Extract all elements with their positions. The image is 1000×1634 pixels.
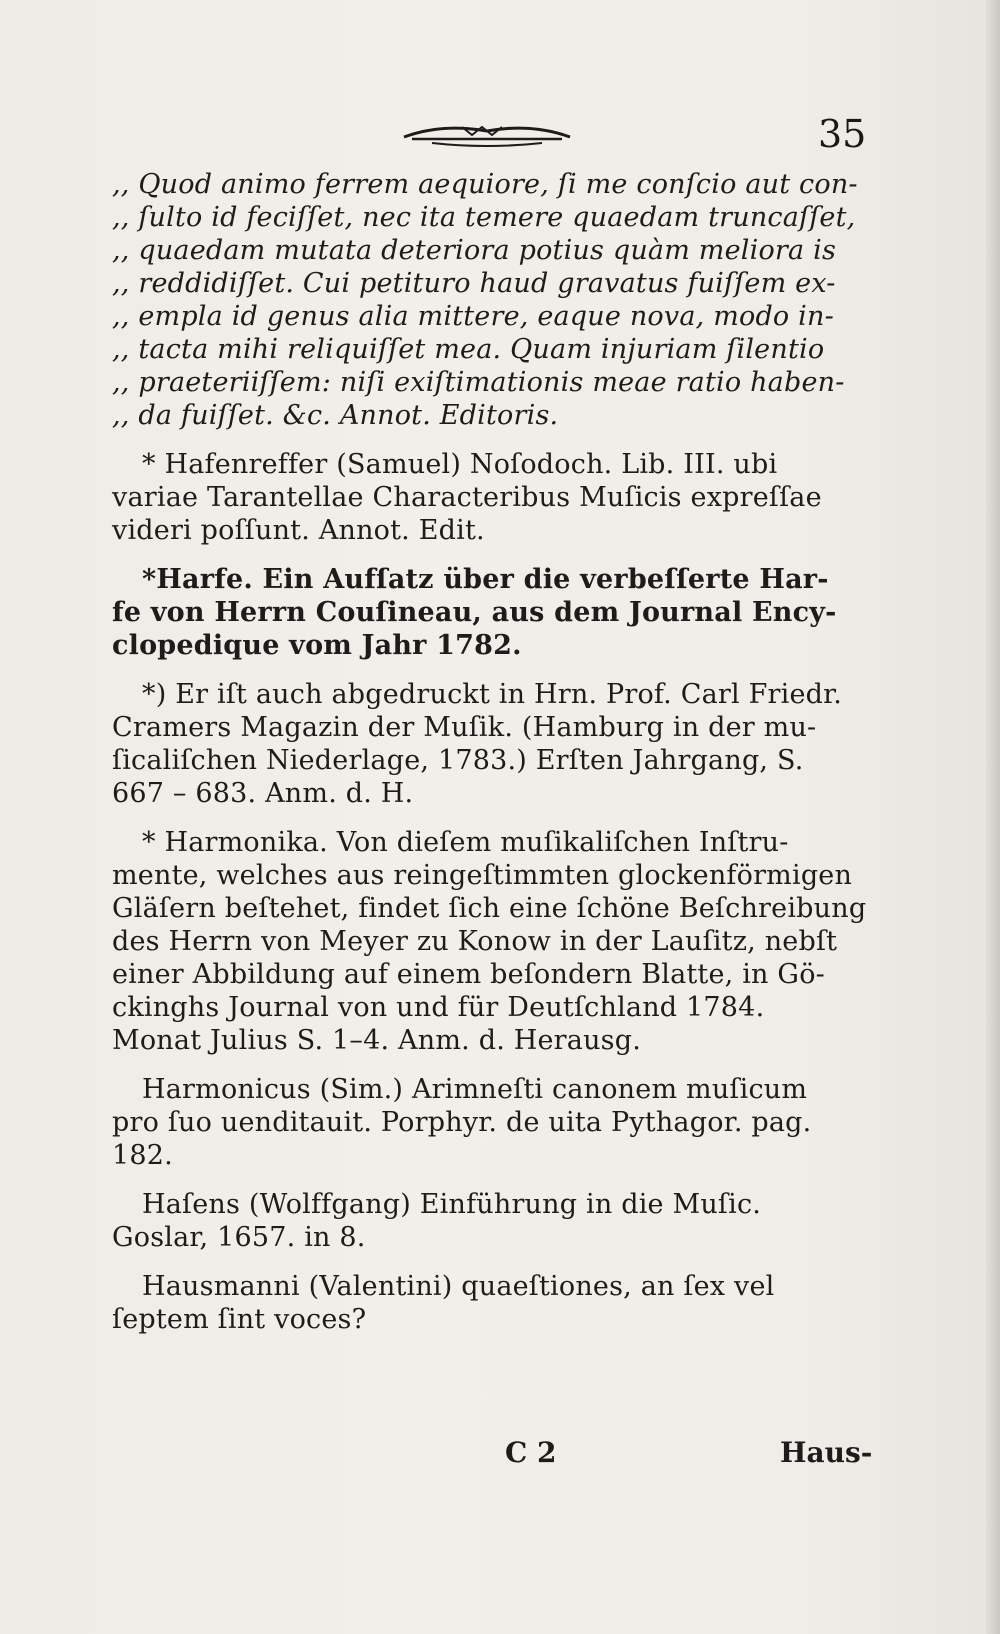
page-text (112, 168, 872, 1352)
text-line: clopedique vom Jahr 1782. (112, 630, 522, 661)
text-line: *Harfe. Ein Aufſatz über die verbeſſerte Har- (142, 564, 829, 595)
paragraph-hasens (112, 1188, 872, 1254)
signature-mark: C 2 (505, 1436, 557, 1469)
paragraph-quote (112, 168, 872, 432)
ornament-rule-icon (402, 117, 572, 151)
text-line: * Harmonika. Von dieſem muſikaliſchen Inſtru- (142, 827, 789, 858)
text-line: variae Tarantellae Characteribus Muſicis expreſſae (112, 482, 822, 513)
text-line: Monat Julius S. 1–4. Anm. d. Herausg. (112, 1025, 641, 1056)
text-line: ,, empla id genus alia mittere, eaque nova, modo in- (112, 301, 834, 332)
text-line: ſeptem ſint voces? (112, 1304, 367, 1335)
text-line: ckinghs Journal von und für Deutſchland 1784. (112, 992, 765, 1023)
text-line: des Herrn von Meyer zu Konow in der Lauſitz, nebſt (112, 926, 838, 957)
page-edge (986, 0, 1000, 1634)
text-line: *) Er iſt auch abgedruckt in Hrn. Prof. Carl Friedr. (142, 679, 843, 710)
text-line: * Hafenreffer (Samuel) Noſodoch. Lib. III. ubi (142, 449, 778, 480)
text-line: ſicaliſchen Niederlage, 1783.) Erſten Jahrgang, S. (112, 745, 804, 776)
paragraph-hafenreffer (112, 448, 872, 547)
text-line: ,, Quod animo ferrem aequiore, ſi me conſcio aut con- (112, 169, 858, 200)
text-line: mente, welches aus reingeſtimmten glockenförmigen (112, 860, 853, 891)
paragraph-footnote-cramer (112, 678, 872, 810)
text-line: Goslar, 1657. in 8. (112, 1222, 366, 1253)
text-line: Gläſern beſtehet, findet ſich eine ſchöne Beſchreibung (112, 893, 867, 924)
text-line: Cramers Magazin der Muſik. (Hamburg in der mu- (112, 712, 817, 743)
text-line: ,, tacta mihi reliquiſſet mea. Quam injuriam ſilentio (112, 334, 825, 365)
text-line: pro ſuo uenditauit. Porphyr. de uita Pythagor. pag. (112, 1107, 812, 1138)
catchword: Haus- (780, 1436, 873, 1469)
text-line: fe von Herrn Couſineau, aus dem Journal Ency- (112, 597, 837, 628)
text-line: Hausmanni (Valentini) quaeſtiones, an ſex vel (142, 1271, 775, 1302)
text-line: Harmonicus (Sim.) Arimneſti canonem muſicum (142, 1074, 808, 1105)
paragraph-hausmanni (112, 1270, 872, 1336)
text-line: 182. (112, 1140, 173, 1171)
page-number: 35 (818, 112, 867, 156)
text-line: ,, praeteriiſſem: niſi exiſtimationis meae ratio haben- (112, 367, 845, 398)
paragraph-harfe (112, 563, 872, 662)
paragraph-harmonika (112, 826, 872, 1057)
text-line: ,, reddidiſſet. Cui petituro haud gravatus fuiſſem ex- (112, 268, 836, 299)
text-line: einer Abbildung auf einem beſondern Blatte, in Gö- (112, 959, 825, 990)
text-line: ,, da fuiſſet. &c. Annot. Editoris. (112, 400, 559, 431)
text-line: 667 – 683. Anm. d. H. (112, 778, 414, 809)
text-line: videri poſſunt. Annot. Edit. (112, 515, 485, 546)
text-line: ,, ſulto id feciſſet, nec ita temere quaedam truncaſſet, (112, 202, 856, 233)
text-line: Haſens (Wolffgang) Einführung in die Muſic. (142, 1189, 762, 1220)
text-line: ,, quaedam mutata deteriora potius quàm meliora is (112, 235, 836, 266)
paragraph-harmonicus (112, 1073, 872, 1172)
